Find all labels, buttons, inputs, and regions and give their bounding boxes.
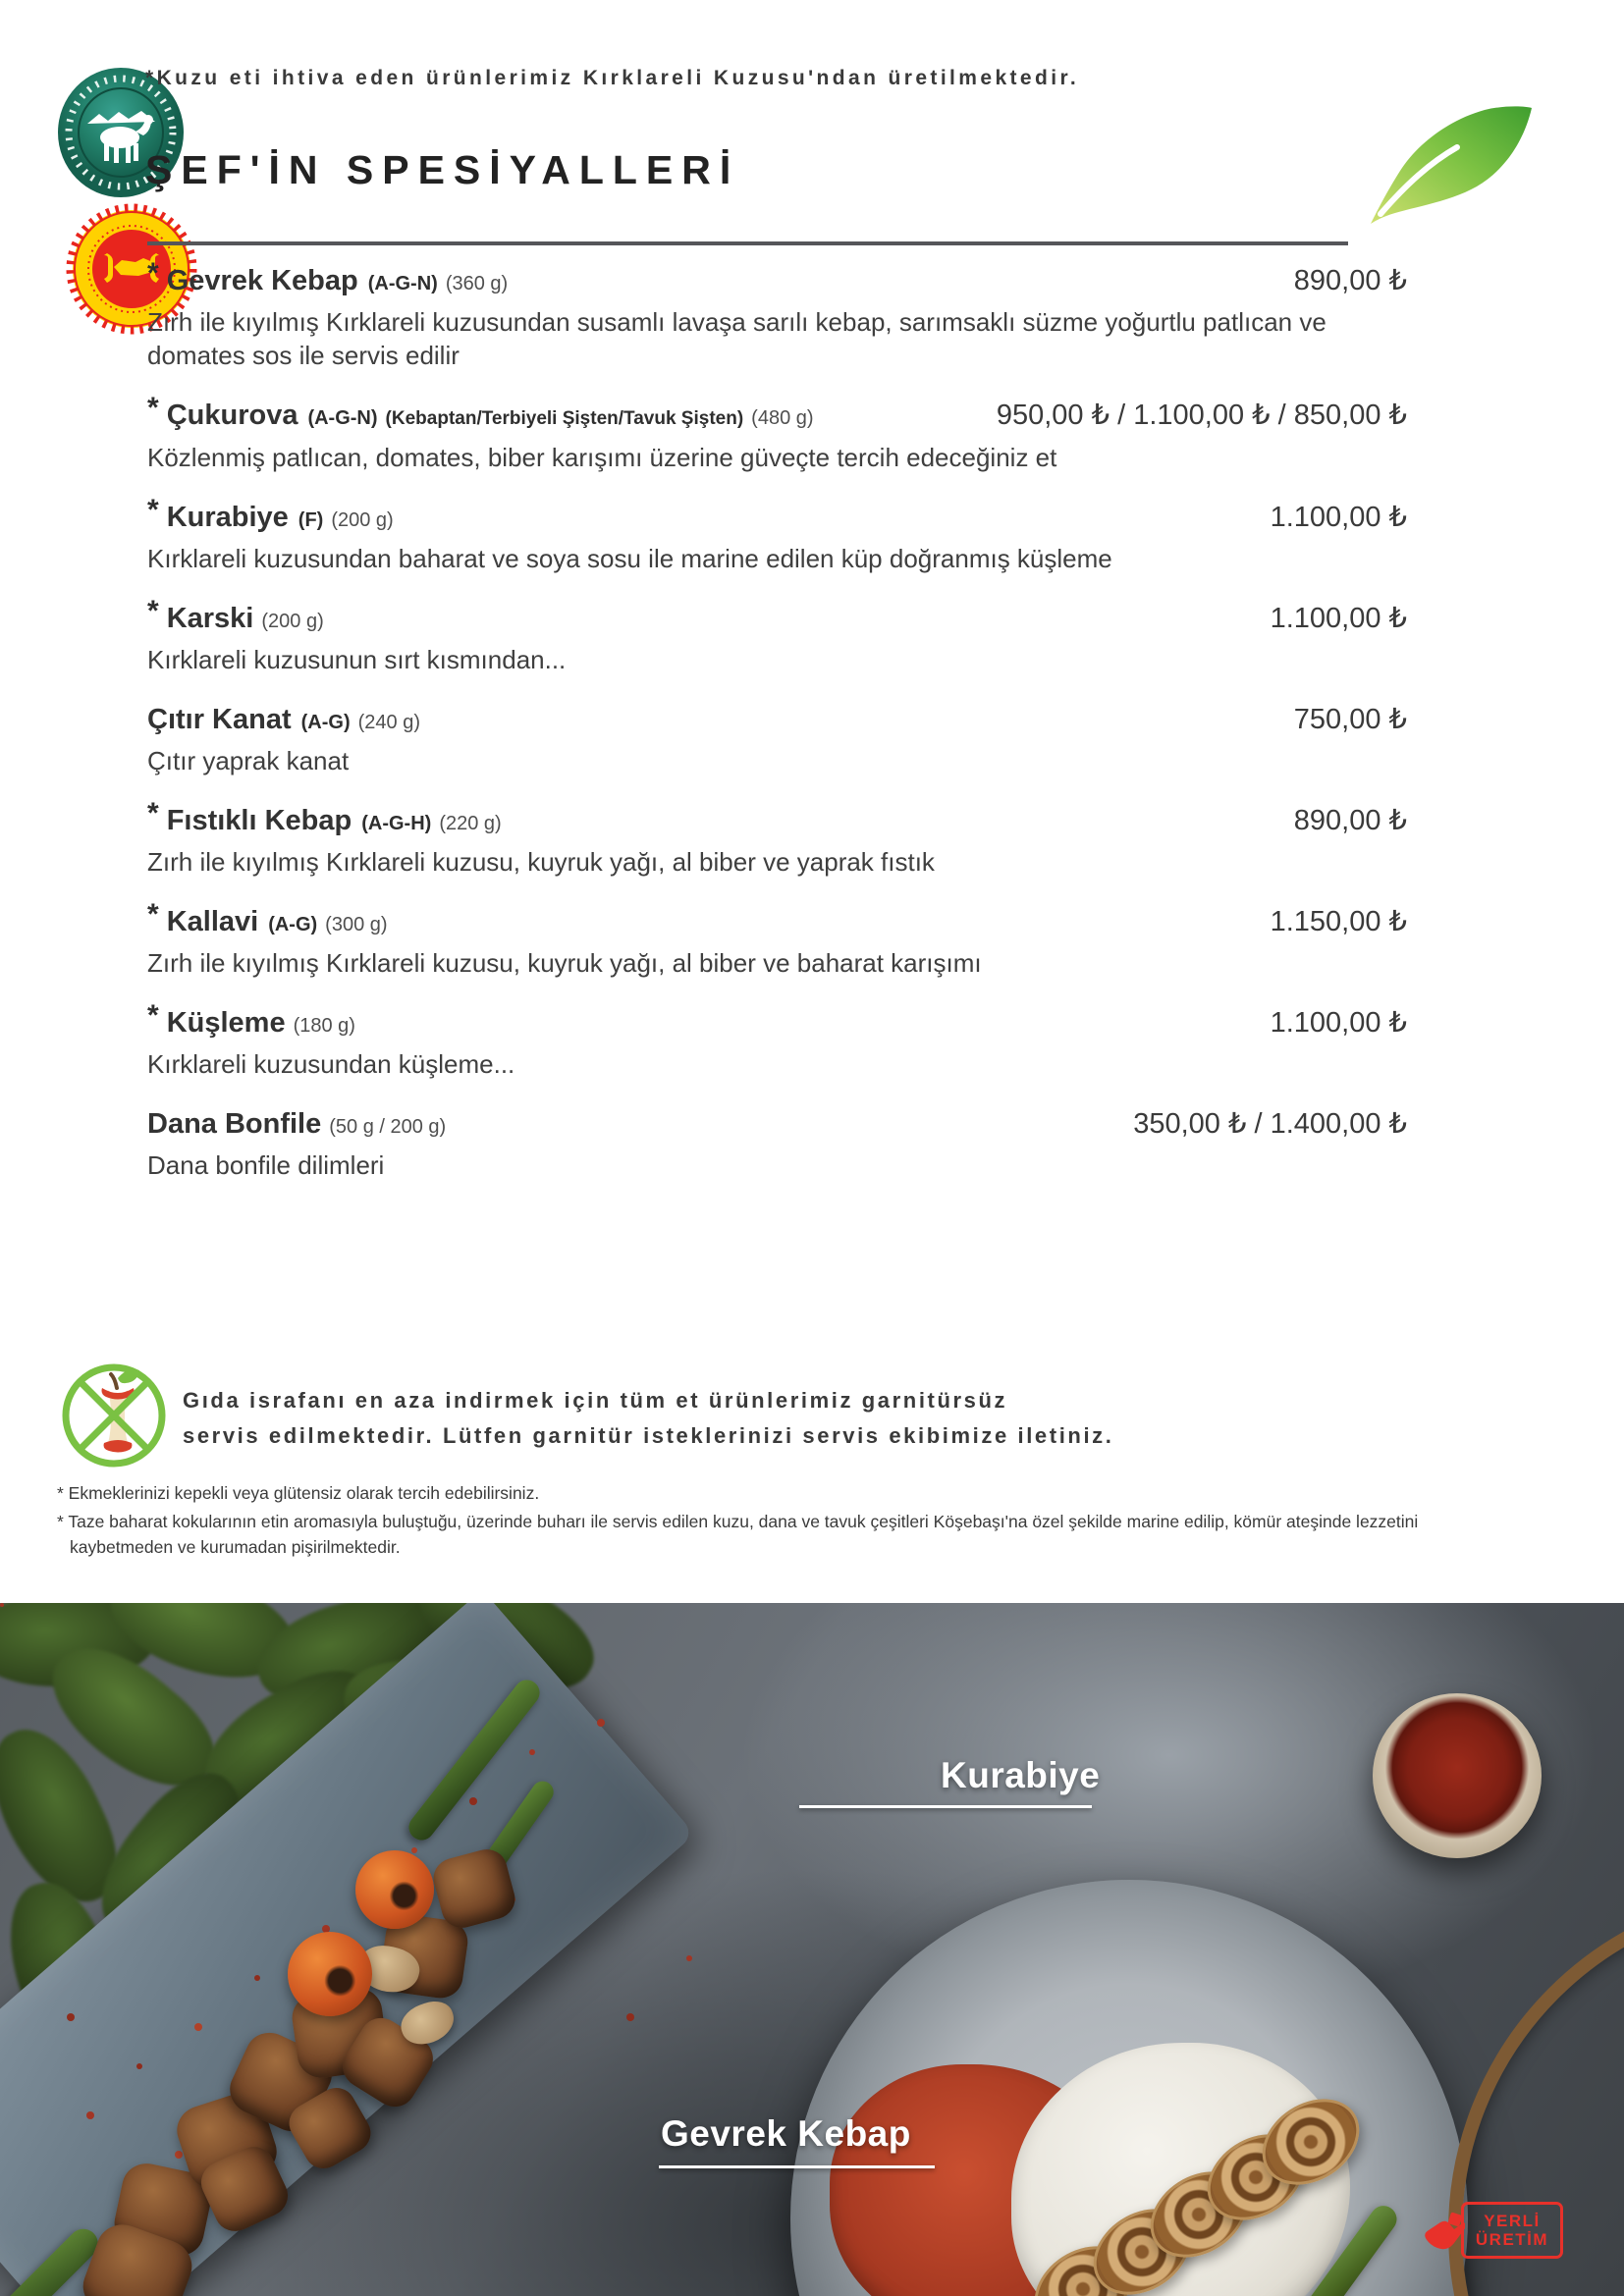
item-name: Kallavi <box>166 906 259 937</box>
no-waste-line-1: Gıda israfanı en aza indirmek için tüm et ürünlerimiz garnitürsüz <box>183 1387 1008 1413</box>
page-title: ŞEF'İN SPESİYALLERİ <box>145 147 740 192</box>
item-name: Çıtır Kanat <box>147 704 292 735</box>
item-price: 1.150,00 ₺ <box>1270 906 1407 937</box>
menu-item-gevrek-kebap <box>147 257 1407 372</box>
item-description: Kırklareli kuzusundan baharat ve soya sosu ile marine edilen küp doğranmış küşleme <box>147 544 1112 573</box>
item-portion: (180 g) <box>293 1015 355 1037</box>
item-price: 750,00 ₺ <box>1293 704 1407 735</box>
charred-tomato <box>355 1850 434 1929</box>
item-description: Dana bonfile dilimleri <box>147 1150 385 1180</box>
menu-item-fistikli-kebap <box>147 797 1407 879</box>
badge-frame <box>1461 2202 1563 2259</box>
item-description: Zırh ile kıyılmış Kırklareli kuzusu, kuyruk yağı, al biber ve baharat karışımı <box>147 948 982 978</box>
item-description: Çıtır yaprak kanat <box>147 746 350 775</box>
item-price: 350,00 ₺ / 1.400,00 ₺ <box>1133 1108 1407 1140</box>
item-allergens: (F) <box>298 509 324 531</box>
title-divider <box>147 241 1348 245</box>
menu-item-kusleme <box>147 999 1407 1081</box>
item-price: 890,00 ₺ <box>1293 805 1407 836</box>
pepper-flakes <box>0 1603 4 1607</box>
item-portion: (240 g) <box>357 712 420 733</box>
chef-star: * <box>147 898 159 931</box>
menu-item-dana-bonfile <box>147 1104 1407 1182</box>
chef-star: * <box>147 392 159 424</box>
item-allergens: (A-G) <box>268 914 318 935</box>
footnote-marination: * Taze baharat kokularının etin aromasıyla buluştuğu, üzerinde buharı ile servis edilen kuzu, dana ve tavuk çeşitleri Köşebaşı'na özel şekilde marine edilip, kömür ateşinde lezzetini kaybetmeden ve kurumadan pişirilmektedir. <box>57 1512 1419 1557</box>
item-name: Karski <box>166 603 254 634</box>
food-photo <box>0 1603 1624 2296</box>
label-underline <box>799 1805 1092 1808</box>
chef-star: * <box>147 999 159 1032</box>
menu-item-cukurova <box>147 392 1407 474</box>
chef-star: * <box>147 595 159 627</box>
item-description: Zırh ile kıyılmış Kırklareli kuzusu, kuyruk yağı, al biber ve yaprak fıstık <box>147 847 935 877</box>
item-allergens: (A-G) <box>300 712 351 733</box>
item-price: 1.100,00 ₺ <box>1270 1007 1407 1039</box>
item-variant: (Kebaptan/Terbiyeli Şişten/Tavuk Şişten) <box>385 408 744 429</box>
item-price: 1.100,00 ₺ <box>1270 502 1407 533</box>
item-allergens: (A-G-N) <box>367 273 438 294</box>
item-portion: (300 g) <box>325 914 388 935</box>
pepper-paste-bowl <box>1373 1693 1542 1858</box>
item-description: Kırklareli kuzusundan küşleme... <box>147 1049 515 1079</box>
item-name: Kurabiye <box>166 502 289 533</box>
menu-item-kurabiye <box>147 494 1407 575</box>
charred-tomato <box>288 1932 372 2016</box>
footnote-bread: * Ekmeklerinizi kepekli veya glütensiz olarak tercih edebilirsiniz. <box>57 1483 540 1503</box>
item-description: Közlenmiş patlıcan, domates, biber karışımı üzerine güveçte tercih edeceğiniz et <box>147 443 1057 472</box>
item-price: 950,00 ₺ / 1.100,00 ₺ / 850,00 ₺ <box>996 400 1407 431</box>
item-name: Dana Bonfile <box>147 1108 322 1140</box>
item-name: Küşleme <box>166 1007 286 1039</box>
item-description: Kırklareli kuzusunun sırt kısmından... <box>147 645 567 674</box>
no-food-waste-icon <box>59 1361 169 1475</box>
badge-text-line: ÜRETİM <box>1475 2230 1549 2249</box>
item-description: Zırh ile kıyılmış Kırklareli kuzusundan susamlı lavaşa sarılı kebap, sarımsaklı süzme yoğurtlu patlıcan ve domates sos ile servis edilir <box>147 307 1326 370</box>
no-waste-line-2: servis edilmektedir. Lütfen garnitür isteklerinizi servis ekibimize iletiniz. <box>183 1422 1114 1448</box>
item-name: Fıstıklı Kebap <box>166 805 352 836</box>
badge-text-line: YERLİ <box>1484 2212 1541 2230</box>
menu-item-karski <box>147 595 1407 676</box>
item-price: 1.100,00 ₺ <box>1270 603 1407 634</box>
item-portion: (50 g / 200 g) <box>329 1116 447 1138</box>
item-name: Gevrek Kebap <box>166 265 358 296</box>
chef-star: * <box>147 257 159 290</box>
item-portion: (220 g) <box>439 813 502 834</box>
chef-star: * <box>147 797 159 829</box>
yerli-uretim-badge <box>1426 2202 1565 2263</box>
no-waste-text <box>183 1383 1113 1454</box>
menu-item-kallavi <box>147 898 1407 980</box>
no-waste-note <box>59 1361 1113 1475</box>
item-allergens: (A-G-N) <box>307 407 378 429</box>
item-name: Çukurova <box>166 400 298 431</box>
item-portion: (480 g) <box>751 407 814 429</box>
item-portion: (200 g) <box>331 509 394 531</box>
item-allergens: (A-G-H) <box>361 813 432 834</box>
menu-item-citir-kanat <box>147 700 1407 777</box>
photo-label-kurabiye: Kurabiye <box>941 1755 1101 1795</box>
photo-label-gevrek-kebap: Gevrek Kebap <box>661 2113 911 2154</box>
footnotes <box>57 1480 1422 1563</box>
item-portion: (360 g) <box>445 273 509 294</box>
lamb-origin-disclaimer: *Kuzu eti ihtiva eden ürünlerimiz Kırklareli Kuzusu'ndan üretilmektedir. <box>145 67 1080 89</box>
chef-star: * <box>147 494 159 526</box>
menu-list <box>147 257 1407 1205</box>
item-portion: (200 g) <box>261 611 324 632</box>
item-price: 890,00 ₺ <box>1293 265 1407 296</box>
leaf-icon <box>1367 98 1536 236</box>
label-underline <box>659 2165 935 2168</box>
